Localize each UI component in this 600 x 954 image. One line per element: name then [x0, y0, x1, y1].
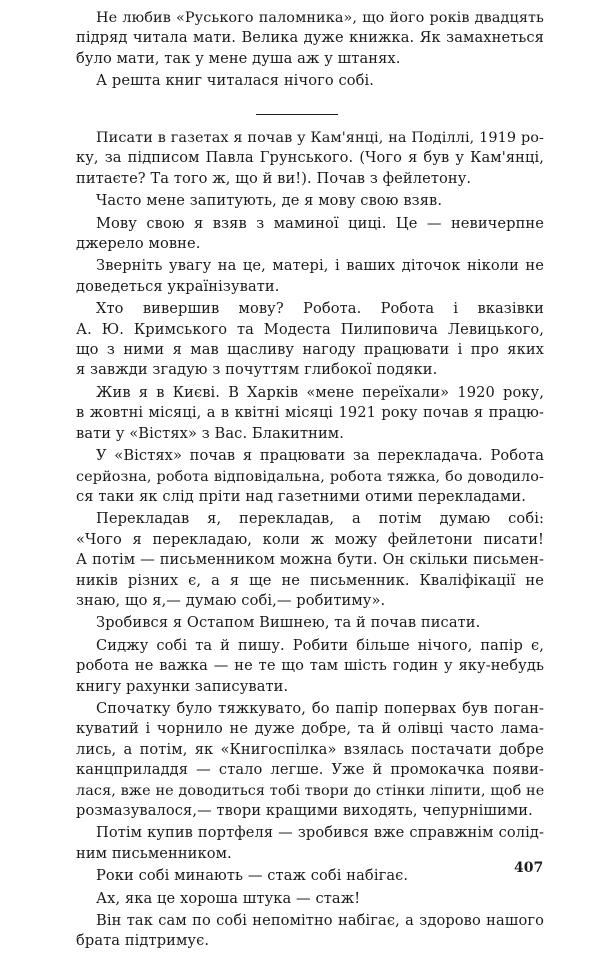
- text-line: Часто мене запитують, де я мову свою взяв.: [96, 192, 443, 210]
- text-line: канцприладдя — стало легше. Уже й промокачка появи-: [76, 761, 544, 779]
- text-line: Зверніть увагу на це, матері, і ваших діточок ніколи не: [96, 257, 544, 275]
- paragraph: [76, 636, 544, 697]
- text-line: Мову свою я взяв з маминої циці. Це — невичерпне: [96, 214, 544, 232]
- paragraph: [76, 256, 544, 297]
- paragraph: [76, 191, 544, 211]
- text-line: Він так сам по собі непомітно набігає, а здорово нашого: [96, 912, 544, 930]
- paragraph: [76, 446, 544, 507]
- paragraph: [76, 823, 544, 864]
- text-line: підряд читала мати. Велика дуже книжка. Як замахнеться: [76, 29, 544, 47]
- text-line: У «Вістях» почав я працювати за перекладача. Робота: [96, 447, 544, 465]
- text-line: Хто вивершив мову? Робота. Робота і вказівки: [96, 300, 544, 318]
- paragraph: [76, 866, 544, 886]
- text-line: Жив я в Києві. В Харків «мене переїхали» 1920 року,: [96, 383, 544, 401]
- text-line: Перекладав я, перекладав, а потім думаю собі:: [96, 510, 544, 528]
- paragraph: [76, 699, 544, 821]
- text-line: брата підтримує.: [76, 932, 210, 950]
- text-line: робота не важка — не те що там шість годин у яку-небудь: [76, 657, 544, 675]
- text-line: Роки собі минають — стаж собі набігає.: [96, 867, 409, 885]
- text-line: ників різних є, а я ще не письменник. Кваліфікації не: [76, 571, 544, 589]
- text-line: було мати, так у мене душа аж у штанях.: [76, 49, 401, 67]
- section-separator-rule: [256, 114, 338, 115]
- text-line: лись, а потім, як «Книгоспілка» взялась постачати добре: [76, 740, 544, 758]
- text-line: розмазувалося,— твори кращими виходять, чепурнішими.: [76, 802, 533, 819]
- text-line: куватий і чорнило не дуже добре, та й олівці часто лама-: [76, 720, 544, 738]
- text-line: вати у «Вістях» з Вас. Блакитним.: [76, 424, 344, 442]
- text-line: Писати в газетах я почав у Кам'янці, на Поділлі, 1919 ро-: [96, 130, 544, 146]
- main-text-block: [76, 128, 544, 954]
- text-line: я завжди згадую з почуттям глибокої подяки.: [76, 361, 438, 379]
- paragraph: [76, 889, 544, 909]
- text-line: ним письменником.: [76, 844, 232, 862]
- text-line: Не любив «Руського паломника», що його років двадцять: [96, 10, 544, 26]
- paragraph: [76, 509, 544, 611]
- paragraph: [76, 214, 544, 255]
- text-line: джерело мовне.: [76, 235, 201, 253]
- top-text-block: [76, 8, 544, 94]
- text-line: «Чого я перекладаю, коли ж можу фейлетони писати!: [76, 530, 544, 548]
- paragraph: [76, 613, 544, 633]
- text-line: серйозна, робота відповідальна, робота тяжка, бо доводило-: [76, 468, 544, 485]
- text-line: знаю, що я,— думаю собі,— робитиму».: [76, 591, 386, 609]
- text-line: ся таки як слід пріти над газетними отими перекладами.: [76, 487, 526, 505]
- text-line: в жовтні місяці, а в квітні місяці 1921 року почав я працю-: [76, 404, 544, 422]
- text-line: питаєте? Та того ж, що й ви!). Почав з фейлетону.: [76, 169, 472, 187]
- text-line: Спочатку було тяжкувато, бо папір попервах був поган-: [96, 699, 544, 717]
- paragraph: [76, 911, 544, 952]
- text-line: Ах, яка це хороша штука — стаж!: [96, 889, 361, 907]
- text-line: А решта книг читалася нічого собі.: [96, 72, 375, 90]
- paragraph: [76, 383, 544, 444]
- text-line: А потім — письменником можна бути. Он скільки письмен-: [76, 551, 544, 569]
- paragraph: [76, 128, 544, 189]
- text-line: Потім купив портфеля — зробився вже справжнім солід-: [96, 824, 544, 842]
- paragraph: [76, 8, 544, 69]
- text-line: Зробився я Остапом Вишнею, та й почав писати.: [96, 614, 481, 632]
- text-line: лася, вже не доводиться тобі твори до стінки ліпити, щоб не: [76, 782, 545, 799]
- text-line: книгу рахунки записувати.: [76, 677, 289, 695]
- paragraph: [76, 299, 544, 381]
- text-line: Сиджу собі та й пишу. Робити більше нічого, папір є,: [96, 636, 544, 654]
- text-line: А. Ю. Кримського та Модеста Пилиповича Левицького,: [76, 320, 544, 338]
- page-number: 407: [514, 860, 544, 876]
- text-line: ку, за підписом Павла Грунського. (Чого я був у Кам'янці,: [76, 149, 544, 167]
- text-line: що з ними я мав щасливу нагоду працювати і про яких: [76, 341, 544, 359]
- paragraph: [76, 71, 544, 91]
- text-line: доведеться українізувати.: [76, 277, 280, 295]
